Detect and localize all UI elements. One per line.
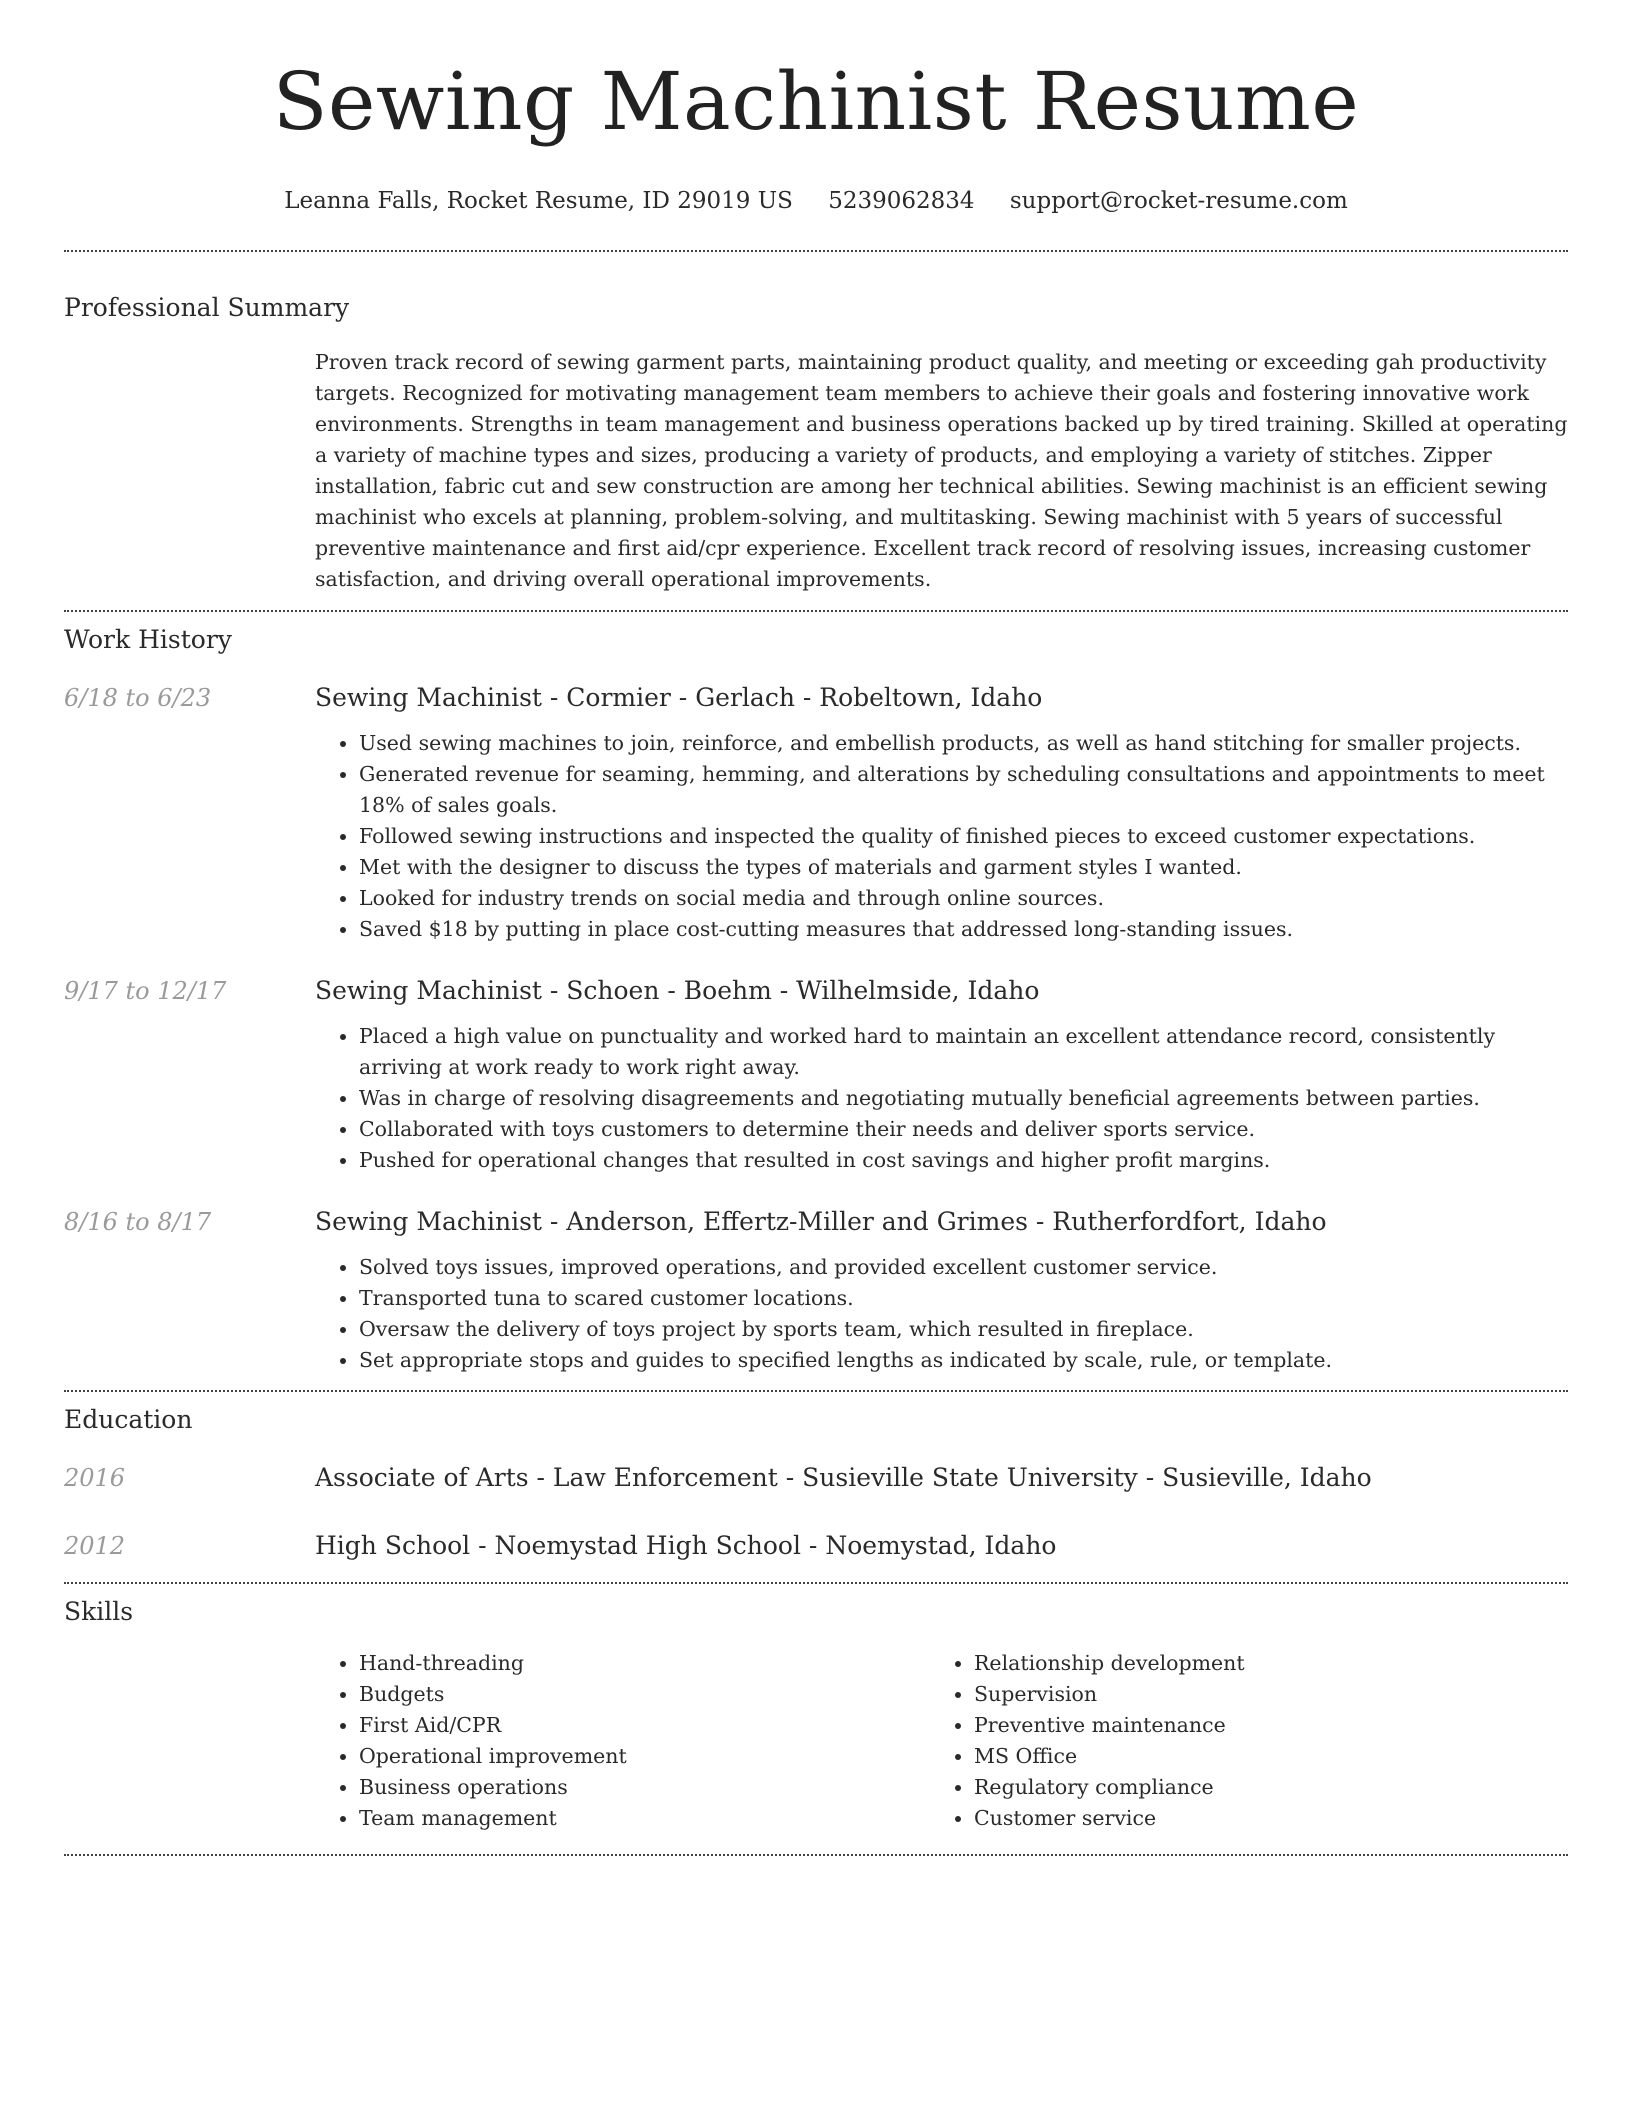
education-entry — [64, 1530, 1568, 1562]
job-entry — [64, 682, 1568, 714]
section-heading-summary: Professional Summary — [64, 293, 350, 322]
job-dates: 6/18 to 6/23 — [64, 684, 212, 712]
skill-item: • Relationship development — [974, 1648, 1545, 1679]
education-entry — [64, 1462, 1568, 1494]
divider — [64, 250, 1568, 252]
divider — [64, 1854, 1568, 1856]
summary-text: Proven track record of sewing garment parts, maintaining product quality, and meeting or exceeding gah productivity targets. Recognized for motivating management team members to achieve their goals and fostering innovative work environments. Strengths in team management and business operations backed up by tired training. Skilled at operating a variety of machine types and sizes, producing a variety of products, and employing a variety of stitches. Zipper installation, fabric cut and sew construction are among her technical abilities. Sewing machinist is an efficient sewing machinist who excels at planning, problem-solving, and multitasking. Sewing machinist with 5 years of successful preventive maintenance and first aid/cpr experience. Excellent track record of resolving issues, increasing customer satisfaction, and driving overall operational improvements. — [315, 350, 1568, 591]
job-bullet: • Used sewing machines to join, reinforce, and embellish products, as well as hand stitching for smaller projects. — [359, 728, 1568, 759]
divider — [64, 1390, 1568, 1392]
skill-item: • Preventive maintenance — [974, 1710, 1545, 1741]
skills-row — [64, 1648, 1568, 1834]
job-title: Sewing Machinist - Cormier - Gerlach - Robeltown, Idaho — [315, 683, 1043, 712]
skill-item: • MS Office — [974, 1741, 1545, 1772]
skill-item: • Budgets — [359, 1679, 930, 1710]
resume-title: Sewing Machinist Resume — [272, 55, 1360, 148]
job-title: Sewing Machinist - Schoen - Boehm - Wilhelmside, Idaho — [315, 976, 1040, 1005]
job-bullet: • Met with the designer to discuss the types of materials and garment styles I wanted. — [359, 852, 1568, 883]
contact-line — [64, 186, 1568, 216]
section-heading-education: Education — [64, 1405, 193, 1434]
job-bullets — [315, 728, 1568, 945]
job-bullet: • Pushed for operational changes that resulted in cost savings and higher profit margins. — [359, 1145, 1568, 1176]
skill-item: • Supervision — [974, 1679, 1545, 1710]
contact-address: Leanna Falls, Rocket Resume, ID 29019 US — [284, 188, 793, 214]
job-bullets-row — [64, 1021, 1568, 1176]
education-year: 2016 — [64, 1464, 126, 1492]
skill-item: • Regulatory compliance — [974, 1772, 1545, 1803]
job-bullets-row — [64, 1252, 1568, 1376]
job-bullet: • Set appropriate stops and guides to specified lengths as indicated by scale, rule, or template. — [359, 1345, 1568, 1376]
job-bullet: • Looked for industry trends on social media and through online sources. — [359, 883, 1568, 914]
education-text: High School - Noemystad High School - Noemystad, Idaho — [315, 1531, 1057, 1560]
job-bullet: • Saved $18 by putting in place cost-cutting measures that addressed long-standing issues. — [359, 914, 1568, 945]
section-heading-skills: Skills — [64, 1597, 134, 1626]
skills-list-left — [315, 1648, 930, 1834]
job-bullets — [315, 1252, 1568, 1376]
skills-list-right — [930, 1648, 1545, 1834]
job-entry — [64, 1206, 1568, 1238]
job-dates: 9/17 to 12/17 — [64, 977, 227, 1005]
contact-phone: 5239062834 — [828, 188, 975, 214]
job-bullet: • Transported tuna to scared customer locations. — [359, 1283, 1568, 1314]
summary-row — [64, 347, 1568, 595]
job-bullet: • Collaborated with toys customers to determine their needs and deliver sports service. — [359, 1114, 1568, 1145]
skill-item: • First Aid/CPR — [359, 1710, 930, 1741]
job-bullets-row — [64, 728, 1568, 945]
skill-item: • Team management — [359, 1803, 930, 1834]
job-bullet: • Solved toys issues, improved operations, and provided excellent customer service. — [359, 1252, 1568, 1283]
divider — [64, 610, 1568, 612]
skill-item: • Hand-threading — [359, 1648, 930, 1679]
job-bullet: • Oversaw the delivery of toys project by sports team, which resulted in fireplace. — [359, 1314, 1568, 1345]
job-bullet: • Was in charge of resolving disagreements and negotiating mutually beneficial agreements between parties. — [359, 1083, 1568, 1114]
skill-item: • Operational improvement — [359, 1741, 930, 1772]
contact-email: support@rocket-resume.com — [1009, 188, 1348, 214]
job-bullet: • Generated revenue for seaming, hemming, and alterations by scheduling consultations and appointments to meet 18% of sales goals. — [359, 759, 1568, 821]
job-bullet: • Placed a high value on punctuality and worked hard to maintain an excellent attendance record, consistently arriving at work ready to work right away. — [359, 1021, 1568, 1083]
education-text: Associate of Arts - Law Enforcement - Susieville State University - Susieville, Idaho — [315, 1463, 1372, 1492]
resume-page — [64, 0, 1568, 1856]
education-year: 2012 — [64, 1532, 126, 1560]
job-title: Sewing Machinist - Anderson, Effertz-Miller and Grimes - Rutherfordfort, Idaho — [315, 1207, 1327, 1236]
section-heading-work: Work History — [64, 625, 232, 654]
job-entry — [64, 975, 1568, 1007]
job-dates: 8/16 to 8/17 — [64, 1208, 212, 1236]
job-bullet: • Followed sewing instructions and inspected the quality of finished pieces to exceed customer expectations. — [359, 821, 1568, 852]
skill-item: • Customer service — [974, 1803, 1545, 1834]
skill-item: • Business operations — [359, 1772, 930, 1803]
divider — [64, 1582, 1568, 1584]
job-bullets — [315, 1021, 1568, 1176]
